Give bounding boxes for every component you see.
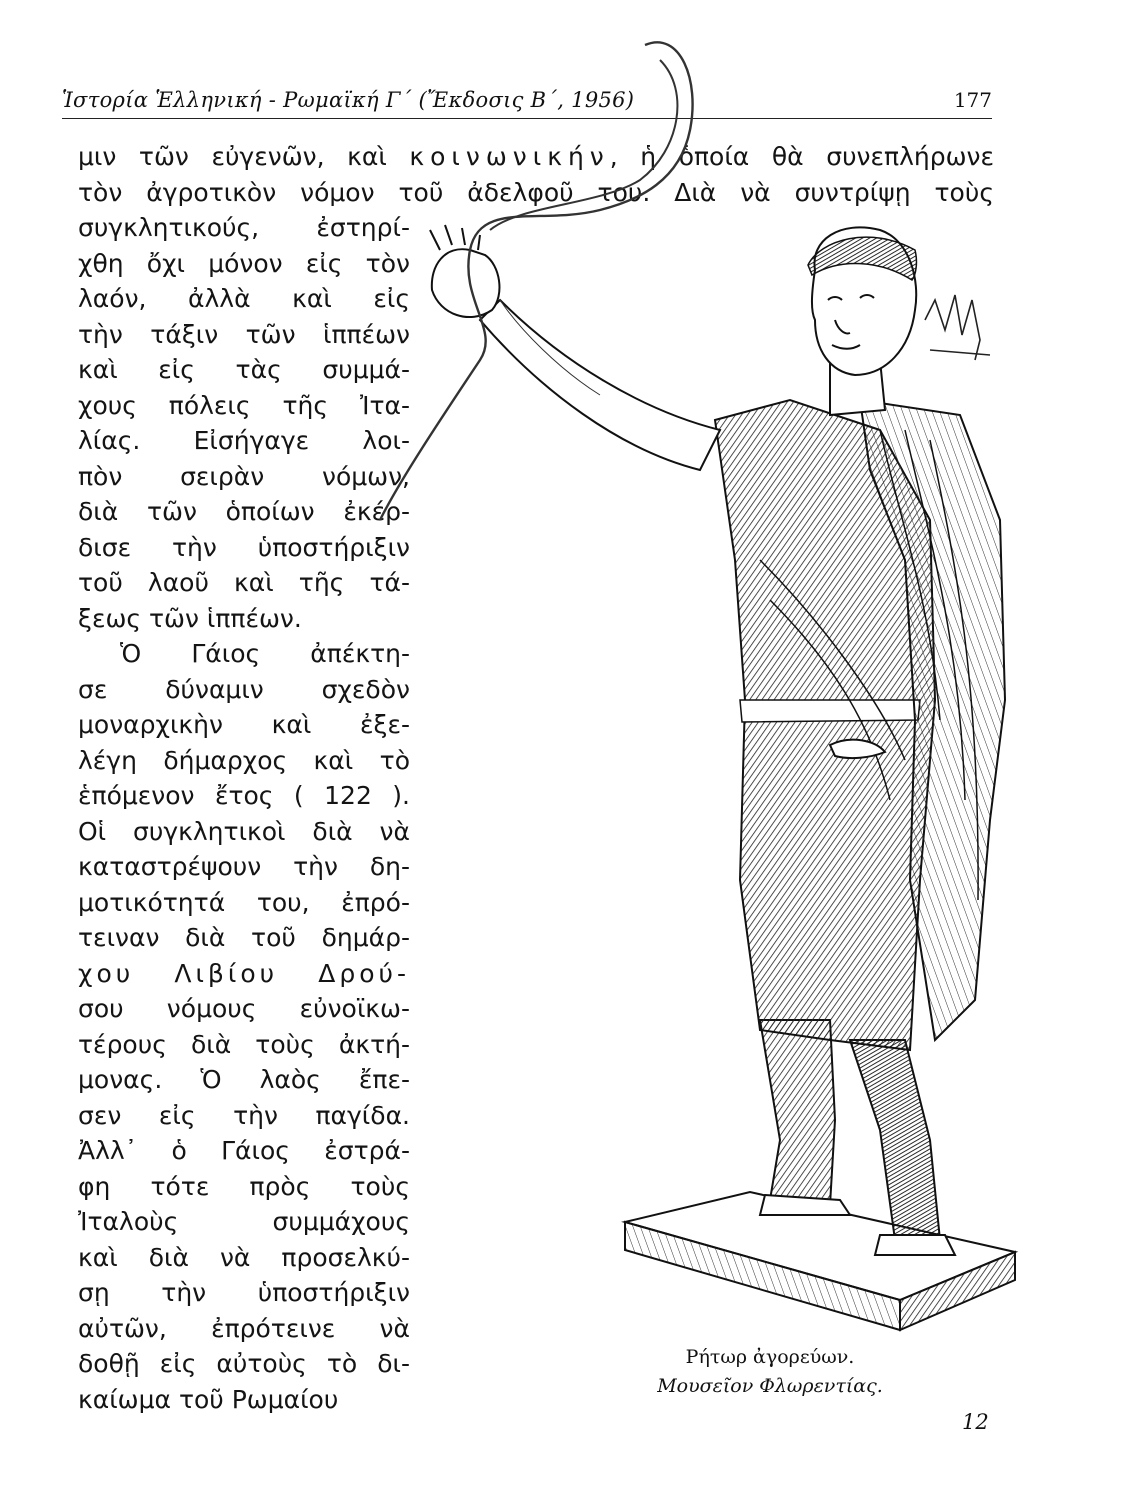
- text-line: καὶ διὰ νὰ προσελκύ-: [78, 1242, 410, 1272]
- text-line: τοῦ λαοῦ καὶ τῆς τά-: [78, 568, 410, 597]
- text-line: φη τότε πρὸς τοὺς: [78, 1171, 410, 1201]
- text-line: σε δύναμιν σχεδὸν: [78, 674, 410, 704]
- figure-caption-title: Ρήτωρ ἀγορεύων.: [685, 1346, 855, 1368]
- text-line: δισε τὴν ὑποστήριξιν: [78, 532, 410, 562]
- emphasized-word: κοινωνικήν: [409, 142, 610, 171]
- text-line: δοθῇ εἰς αὐτοὺς τὸ δι-: [78, 1349, 410, 1378]
- text-line: σῃ τὴν ὑποστήριξιν: [78, 1278, 410, 1307]
- text-line: χους πόλεις τῆς Ἰτα-: [78, 390, 410, 420]
- text-line: ξεως τῶν ἱππέων.: [78, 603, 302, 633]
- text-line: τειναν διὰ τοῦ δημάρ-: [78, 923, 410, 952]
- running-head: Ἱστορία Ἑλληνική - Ρωμαϊκή Γ΄ (Ἔκδοσις Β΄, 1956): [62, 88, 635, 112]
- text-line: καταστρέψουν τὴν δη-: [78, 852, 410, 881]
- text-line: σεν εἰς τὴν παγίδα.: [78, 1100, 410, 1130]
- text-line: χου Λιβίου Δρού-: [78, 958, 410, 988]
- text-line: μοτικότητά του, ἐπρό-: [78, 887, 410, 917]
- page-number: 177: [953, 88, 992, 112]
- text-line: Ἰταλοὺς συμμάχους: [78, 1207, 410, 1236]
- text-line: μονας. Ὁ λαὸς ἔπε-: [78, 1065, 410, 1094]
- pencil-scribble-marks: [925, 295, 990, 360]
- orator-statue-illustration: [405, 150, 1030, 1370]
- text-line: αὐτῶν, ἐπρότεινε νὰ: [78, 1313, 410, 1343]
- text-line: καίωμα τοῦ Ρωμαίου: [78, 1384, 339, 1414]
- text-line: Οἱ συγκλητικοὶ διὰ νὰ: [78, 816, 410, 846]
- figure-caption-source: Μουσεῖον Φλωρεντίας.: [657, 1375, 883, 1397]
- text-line: σου νόμους εὐνοϊκω-: [78, 994, 410, 1023]
- text-line: συγκλητικούς, ἐστηρί-: [78, 213, 410, 242]
- text-line: διὰ τῶν ὁποίων ἐκέρ-: [78, 497, 410, 526]
- text-line: μιν τῶν εὐγενῶν, καὶ κοινωνικήν, ἡ ὁποία θὰ συνεπλήρωνε: [78, 142, 994, 171]
- paragraph-start-line: Ὁ Γάιος ἀπέκτη-: [120, 639, 410, 668]
- text-line: χθη ὄχι μόνον εἰς τὸν: [78, 248, 410, 278]
- text-line: ἑπόμενον ἔτος ( 122 ).: [78, 781, 410, 810]
- text-line: μοναρχικὴν καὶ ἐξε-: [78, 710, 410, 739]
- text-line: τέρους διὰ τοὺς ἀκτή-: [78, 1029, 410, 1059]
- text-line: τὸν ἀγροτικὸν νόμον τοῦ ἀδελφοῦ του. Διὰ νὰ συντρίψῃ τοὺς: [78, 177, 994, 207]
- printer-signature-number: 12: [962, 1410, 989, 1434]
- text-line: τὴν τάξιν τῶν ἱππέων: [78, 319, 410, 349]
- text-line: λέγη δήμαρχος καὶ τὸ: [78, 745, 410, 775]
- text-column: [78, 210, 410, 1417]
- text-line: καὶ εἰς τὰς συμμά-: [78, 355, 410, 384]
- page-header: [62, 78, 992, 119]
- text-line: λαόν, ἀλλὰ καὶ εἰς: [78, 284, 410, 313]
- statue-head: [808, 227, 916, 415]
- text-line: πὸν σειρὰν νόμων,: [78, 461, 410, 491]
- text-line: Ἀλλ᾽ ὁ Γάιος ἐστρά-: [78, 1136, 410, 1165]
- statue-raised-arm: [430, 225, 720, 470]
- text-line: λίας. Εἰσήγαγε λοι-: [78, 426, 410, 455]
